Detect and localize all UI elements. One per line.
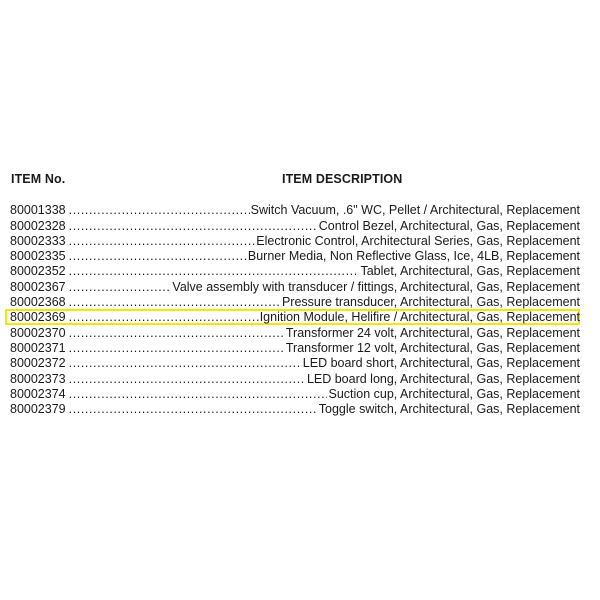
item-description: LED board long, Architectural, Gas, Replacement xyxy=(306,371,580,386)
item-code: 80002369 xyxy=(10,310,66,325)
item-code: 80002368 xyxy=(10,295,66,310)
list-item xyxy=(10,356,580,371)
item-code: 80002374 xyxy=(10,386,66,401)
item-description-header: ITEM DESCRIPTION xyxy=(282,172,403,186)
dot-leader xyxy=(69,280,172,295)
item-description: Electronic Control, Architectural Series, Gas, Replacement xyxy=(256,233,580,248)
list-item xyxy=(10,371,580,386)
item-description: Pressure transducer, Architectural, Gas, Replacement xyxy=(281,295,580,310)
item-code: 80002335 xyxy=(10,249,66,264)
list-item xyxy=(10,295,580,310)
item-no-header: ITEM No. xyxy=(11,172,66,186)
item-description: Control Bezel, Architectural, Gas, Replacement xyxy=(318,218,580,233)
list-item xyxy=(10,387,580,402)
item-description: Transformer 12 volt, Architectural, Gas, Replacement xyxy=(285,340,580,355)
list-item xyxy=(10,264,580,279)
item-description: Tablet, Architectural, Gas, Replacement xyxy=(360,264,580,279)
item-description: LED board short, Architectural, Gas, Replacement xyxy=(302,356,580,371)
dot-leader xyxy=(69,402,318,417)
list-item xyxy=(10,325,580,340)
item-code: 80002328 xyxy=(10,218,66,233)
list-item xyxy=(10,234,580,249)
item-code: 80002371 xyxy=(10,340,66,355)
list-item-highlighted xyxy=(10,310,580,325)
dot-leader xyxy=(69,249,247,264)
item-description: Suction cup, Architectural, Gas, Replacement xyxy=(328,386,580,401)
dot-leader xyxy=(69,219,318,234)
item-code: 80002367 xyxy=(10,279,66,294)
list-item xyxy=(10,203,580,218)
item-code: 80002379 xyxy=(10,402,66,417)
item-description: Ignition Module, Helifire / Architectural, Gas, Replacement xyxy=(259,310,580,325)
dot-leader xyxy=(69,356,302,371)
list-item xyxy=(10,249,580,264)
dot-leader xyxy=(69,372,306,387)
dot-leader xyxy=(69,387,328,402)
dot-leader xyxy=(69,264,360,279)
dot-leader xyxy=(69,310,259,325)
item-code: 80002370 xyxy=(10,325,66,340)
item-description: Transformer 24 volt, Architectural, Gas, Replacement xyxy=(285,325,580,340)
list-item xyxy=(10,218,580,233)
parts-list xyxy=(10,203,580,417)
item-description: Toggle switch, Architectural, Gas, Replacement xyxy=(318,402,580,417)
dot-leader xyxy=(69,203,250,218)
item-code: 80002333 xyxy=(10,233,66,248)
item-code: 80002373 xyxy=(10,371,66,386)
item-code: 80002372 xyxy=(10,356,66,371)
item-code: 80001338 xyxy=(10,203,66,218)
item-code: 80002352 xyxy=(10,264,66,279)
list-item xyxy=(10,402,580,417)
dot-leader xyxy=(69,341,285,356)
dot-leader xyxy=(69,234,256,249)
item-description: Switch Vacuum, .6" WC, Pellet / Architectural, Replacement xyxy=(250,203,580,218)
list-item xyxy=(10,341,580,356)
item-description: Valve assembly with transducer / fittings, Architectural, Gas, Replacement xyxy=(172,279,580,294)
dot-leader xyxy=(69,326,285,341)
dot-leader xyxy=(69,295,281,310)
list-item xyxy=(10,279,580,294)
item-description: Burner Media, Non Reflective Glass, Ice, 4LB, Replacement xyxy=(247,249,580,264)
